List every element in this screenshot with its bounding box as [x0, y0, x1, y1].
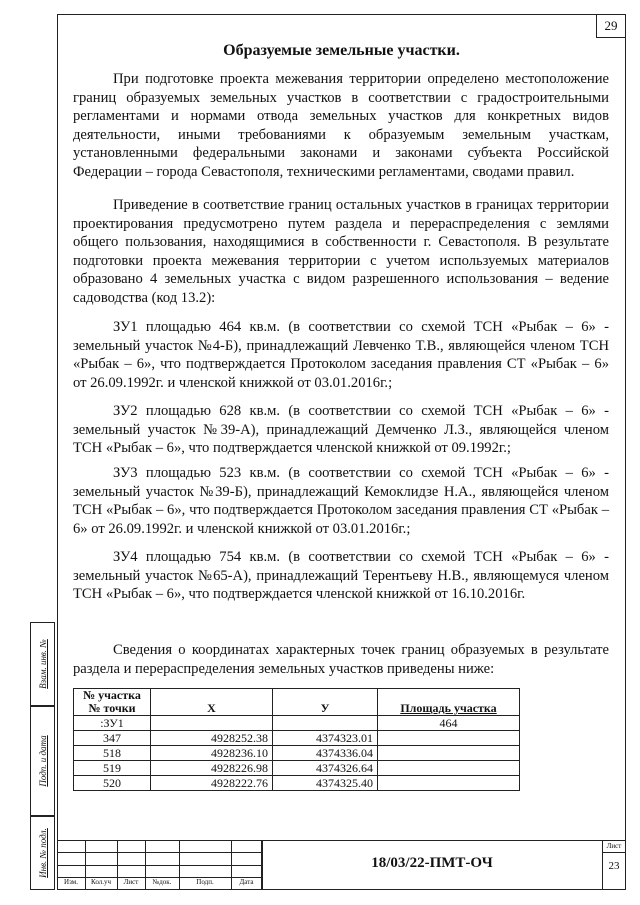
table-row: 347 4928252.38 4374323.01 [74, 731, 520, 746]
col-izm: Изм. [64, 878, 78, 886]
paragraph-1: При подготовке проекта межевания территории определено местоположение границ образуемых земельных участков в соответствии с градостроительными регламентами и нормами отвода земельных участков для конкретных видов деятельности, иными требованиями к образуемым земельным участкам, установленными федеральными законами и законами субъекта Российской Федерации – города Севастополя, техническими регламентами, сводами правил. [73, 71, 609, 180]
col-podp: Подп. [196, 878, 214, 886]
header-x: X [151, 689, 273, 716]
table-row: :ЗУ1 464 [74, 716, 520, 731]
table-row: 520 4928222.76 4374325.40 [74, 776, 520, 791]
header-y: У [273, 689, 378, 716]
paragraph-coordinates-intro: Сведения о координатах характерных точек границ образуемых в результате раздела и перераспределения земельных участков приведены ниже: [73, 642, 609, 677]
coordinates-table [73, 688, 520, 791]
sheet-number: 23 [608, 860, 620, 872]
document-code: 18/03/22-ПМТ-ОЧ [371, 855, 493, 871]
header-area: Площадь участка [378, 689, 520, 716]
side-stamp-replace-inv: Взам. инв. № [30, 622, 55, 706]
section-title: Образуемые земельные участки. [223, 42, 460, 59]
top-page-number: 29 [596, 14, 626, 38]
title-block [57, 840, 626, 890]
col-ndok: №док. [152, 878, 172, 886]
table-header-row [74, 689, 520, 716]
sheet-label: Лист [606, 842, 622, 850]
col-list: Лист [123, 878, 139, 886]
paragraph-zu2: ЗУ2 площадью 628 кв.м. (в соответствии со схемой ТСН «Рыбак – 6» - земельный участок №39-А), принадлежащий Демченко Л.З., являющейся членом ТСН «Рыбак – 6», что подтверждается членской книжкой от 09.1992г.; [73, 403, 609, 457]
side-stamp-signature-date: Подп. и дата [30, 706, 55, 816]
paragraph-zu3: ЗУ3 площадью 523 кв.м. (в соответствии со схемой ТСН «Рыбак – 6» - земельный участок №39-Б), принадлежащий Кемоклидзе Н.А., являющейся членом ТСН «Рыбак – 6», что подтверждается Протоколом заседания правления СТ «Рыбак – 6» от 26.09.1992г. и членской книжкой от 03.01.2016г.; [73, 465, 609, 537]
side-stamp-inv-number: Инв. № подл. [30, 816, 55, 890]
paragraph-2: Приведение в соответствие границ остальных участков в границах территории проектирования предусмотрено путем раздела и перераспределения с землями общего пользования, находящимися в собственности г. Севастополя. В результате подготовки проекта межевания территории с учетом используемых материалов образовано 4 земельных участка с видом разрешенного использования – ведение садоводства (код 13.2): [73, 197, 609, 306]
paragraph-zu1: ЗУ1 площадью 464 кв.м. (в соответствии со схемой ТСН «Рыбак – 6» - земельный участок №4-Б), принадлежащий Левченко Т.В., являющейся членом ТСН «Рыбак – 6», что подтверждается Протоколом заседания правления СТ «Рыбак – 6» от 26.09.1992г. и членской книжкой от 03.01.2016г.; [73, 319, 609, 391]
paragraph-zu4: ЗУ4 площадью 754 кв.м. (в соответствии со схемой ТСН «Рыбак – 6» - земельный участок №65-А), принадлежащий Терентьеву Н.В., являющемуся членом ТСН «Рыбак – 6», что подтверждается членской книжкой от 16.10.2016г. [73, 549, 609, 603]
table-row: 518 4928236.10 4374336.04 [74, 746, 520, 761]
col-kol: Кол.уч [91, 878, 111, 886]
header-parcel-point: № участка № точки [74, 689, 151, 716]
table-row: 519 4928226.98 4374326.64 [74, 761, 520, 776]
col-data: Дата [239, 878, 254, 886]
